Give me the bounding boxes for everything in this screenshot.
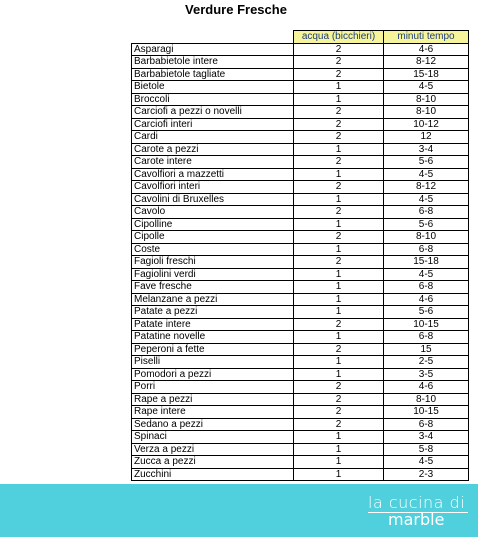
table-row	[132, 218, 469, 231]
table-row	[132, 93, 469, 106]
cell-minutes: 2-5	[384, 356, 469, 369]
table-row	[132, 381, 469, 394]
cell-water: 2	[294, 56, 384, 69]
table-row	[132, 393, 469, 406]
cell-water: 1	[294, 243, 384, 256]
cell-minutes: 3-5	[384, 368, 469, 381]
cell-minutes: 8-10	[384, 106, 469, 119]
table-row	[132, 456, 469, 469]
cell-water: 2	[294, 43, 384, 56]
cell-name: Rape a pezzi	[132, 393, 294, 406]
cell-minutes: 5-6	[384, 218, 469, 231]
cell-minutes: 4-6	[384, 43, 469, 56]
vegetable-table	[131, 30, 469, 481]
cell-name: Cavolo	[132, 206, 294, 219]
cell-minutes: 15	[384, 343, 469, 356]
cell-minutes: 4-6	[384, 293, 469, 306]
table-row	[132, 193, 469, 206]
logo-line-1: la cucina di	[368, 493, 466, 512]
cell-water: 1	[294, 443, 384, 456]
cell-water: 2	[294, 131, 384, 144]
table-row	[132, 156, 469, 169]
cell-water: 1	[294, 331, 384, 344]
cell-water: 1	[294, 356, 384, 369]
table-row	[132, 243, 469, 256]
cell-name: Spinaci	[132, 431, 294, 444]
cell-name: Porri	[132, 381, 294, 394]
cell-name: Cardi	[132, 131, 294, 144]
cell-water: 1	[294, 143, 384, 156]
cell-water: 1	[294, 168, 384, 181]
cell-minutes: 8-12	[384, 56, 469, 69]
cell-water: 2	[294, 406, 384, 419]
cell-name: Cavolini di Bruxelles	[132, 193, 294, 206]
cell-name: Peperoni a fette	[132, 343, 294, 356]
cell-water: 2	[294, 381, 384, 394]
table-row	[132, 418, 469, 431]
table-row	[132, 368, 469, 381]
cell-name: Zucchini	[132, 468, 294, 481]
cell-minutes: 3-4	[384, 143, 469, 156]
cell-minutes: 10-15	[384, 406, 469, 419]
cell-name: Patatine novelle	[132, 331, 294, 344]
table-row	[132, 443, 469, 456]
cell-minutes: 10-15	[384, 318, 469, 331]
table-row	[132, 106, 469, 119]
table-header-row	[132, 31, 469, 44]
cell-water: 1	[294, 431, 384, 444]
cell-name: Barbabietole tagliate	[132, 68, 294, 81]
cell-minutes: 4-5	[384, 268, 469, 281]
cell-water: 1	[294, 81, 384, 94]
cell-water: 1	[294, 468, 384, 481]
cell-water: 2	[294, 256, 384, 269]
cell-water: 1	[294, 456, 384, 469]
cell-name: Fagiolini verdi	[132, 268, 294, 281]
cell-water: 2	[294, 318, 384, 331]
table-row	[132, 331, 469, 344]
cell-minutes: 6-8	[384, 418, 469, 431]
cell-water: 2	[294, 393, 384, 406]
cell-minutes: 8-10	[384, 393, 469, 406]
cell-name: Cavolfiori a mazzetti	[132, 168, 294, 181]
cell-name: Fave fresche	[132, 281, 294, 294]
table-row	[132, 43, 469, 56]
footer-banner	[0, 484, 478, 537]
cell-name: Bietole	[132, 81, 294, 94]
table-row	[132, 131, 469, 144]
cell-minutes: 8-10	[384, 93, 469, 106]
cell-minutes: 3-4	[384, 431, 469, 444]
cell-name: Patate intere	[132, 318, 294, 331]
cell-minutes: 4-5	[384, 456, 469, 469]
cell-name: Cipolline	[132, 218, 294, 231]
cell-minutes: 6-8	[384, 243, 469, 256]
cell-name: Coste	[132, 243, 294, 256]
cell-water: 1	[294, 93, 384, 106]
cell-minutes: 2-3	[384, 468, 469, 481]
table-row	[132, 68, 469, 81]
table-row	[132, 168, 469, 181]
brand-logo	[368, 493, 468, 529]
cell-minutes: 4-5	[384, 81, 469, 94]
cell-minutes: 6-8	[384, 281, 469, 294]
cell-minutes: 6-8	[384, 331, 469, 344]
cell-minutes: 6-8	[384, 206, 469, 219]
cell-minutes: 5-6	[384, 156, 469, 169]
header-water: acqua (bicchieri)	[294, 31, 384, 44]
cell-name: Carciofi a pezzi o novelli	[132, 106, 294, 119]
cell-minutes: 8-12	[384, 181, 469, 194]
logo-line-2: marble	[388, 510, 445, 529]
cell-name: Barbabietole intere	[132, 56, 294, 69]
page-title: Verdure Fresche	[185, 2, 287, 17]
header-blank-cell	[132, 31, 294, 44]
table-row	[132, 118, 469, 131]
cell-name: Melanzane a pezzi	[132, 293, 294, 306]
table-row	[132, 281, 469, 294]
table-row	[132, 318, 469, 331]
cell-minutes: 10-12	[384, 118, 469, 131]
table-row	[132, 206, 469, 219]
cell-water: 1	[294, 368, 384, 381]
cell-minutes: 4-6	[384, 381, 469, 394]
cell-name: Asparagi	[132, 43, 294, 56]
cell-name: Cipolle	[132, 231, 294, 244]
cell-name: Rape intere	[132, 406, 294, 419]
cell-water: 2	[294, 106, 384, 119]
table-row	[132, 356, 469, 369]
table-row	[132, 306, 469, 319]
cell-name: Sedano a pezzi	[132, 418, 294, 431]
cell-water: 1	[294, 268, 384, 281]
header-minutes: minuti tempo	[384, 31, 469, 44]
cell-minutes: 4-5	[384, 168, 469, 181]
cell-minutes: 15-18	[384, 68, 469, 81]
cell-name: Cavolfiori interi	[132, 181, 294, 194]
cell-water: 1	[294, 218, 384, 231]
table-row	[132, 406, 469, 419]
cell-name: Piselli	[132, 356, 294, 369]
cell-water: 1	[294, 193, 384, 206]
cell-name: Pomodori a pezzi	[132, 368, 294, 381]
table-row	[132, 468, 469, 481]
cell-water: 2	[294, 181, 384, 194]
cell-minutes: 5-8	[384, 443, 469, 456]
table-row	[132, 293, 469, 306]
cell-name: Fagioli freschi	[132, 256, 294, 269]
cell-minutes: 5-6	[384, 306, 469, 319]
cell-minutes: 8-10	[384, 231, 469, 244]
cell-name: Carote a pezzi	[132, 143, 294, 156]
table-row	[132, 231, 469, 244]
cell-name: Carote intere	[132, 156, 294, 169]
cell-water: 2	[294, 343, 384, 356]
cell-water: 2	[294, 206, 384, 219]
cell-water: 2	[294, 118, 384, 131]
cell-water: 1	[294, 293, 384, 306]
cell-water: 1	[294, 306, 384, 319]
cell-name: Patate a pezzi	[132, 306, 294, 319]
table-row	[132, 143, 469, 156]
cell-minutes: 15-18	[384, 256, 469, 269]
cell-water: 2	[294, 156, 384, 169]
cell-water: 2	[294, 231, 384, 244]
cell-name: Broccoli	[132, 93, 294, 106]
cell-water: 1	[294, 281, 384, 294]
table-row	[132, 56, 469, 69]
table-row	[132, 181, 469, 194]
cell-water: 2	[294, 68, 384, 81]
table-row	[132, 256, 469, 269]
table-row	[132, 268, 469, 281]
cell-water: 2	[294, 418, 384, 431]
table-row	[132, 431, 469, 444]
cell-minutes: 12	[384, 131, 469, 144]
cell-name: Verza a pezzi	[132, 443, 294, 456]
table-row	[132, 81, 469, 94]
cell-name: Zucca a pezzi	[132, 456, 294, 469]
cell-name: Carciofi interi	[132, 118, 294, 131]
table-row	[132, 343, 469, 356]
cell-minutes: 4-5	[384, 193, 469, 206]
